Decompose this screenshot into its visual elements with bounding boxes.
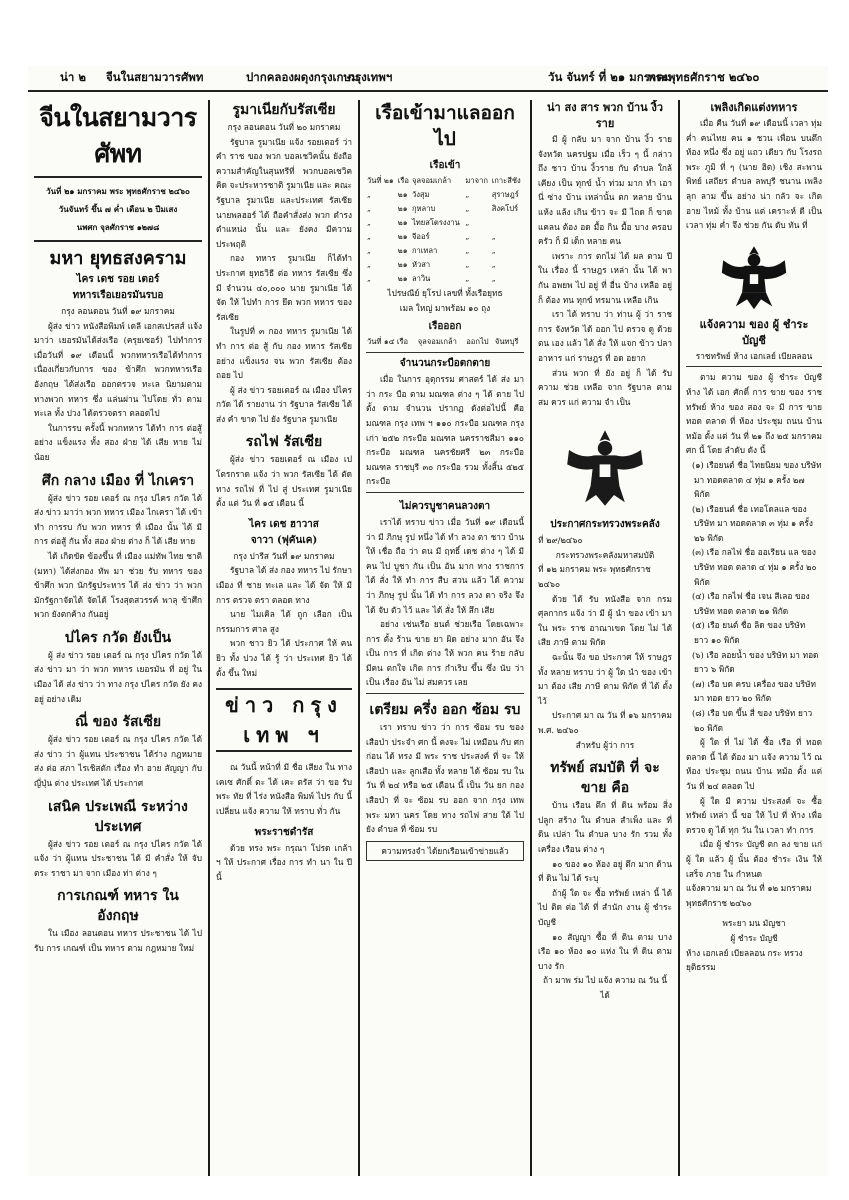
dateline: กรุง ลอนดอน วันที่ ๒๐ มกราคม: [227, 122, 341, 132]
article-paragraph: ฉะนั้น จึง ขอ ประกาศ ให้ ราษฎร ทั้ง หลาย ทราบ ว่า ผู้ ใด นำ ของ เข้า มา ต้อง เสีย ภาษี ตาม พิกัด ที่ ได้ ตั้ง ไว้: [538, 652, 672, 706]
table-row: „ ๒๑ กุหลาบ „ สิงคโปร์: [367, 204, 519, 213]
footer-note: ความทรงจำ ได้ยกเรือนเข้าข่ายแล้ว: [366, 841, 524, 862]
article-paragraph: เราได้ ทราบ ข่าว เมื่อ วันที่ ๑๙ เดือนนี้ ว่า มี ภิกษุ รูป หนึ่ง ได้ ทำ ลวง ตา ชาว บ้าน ให้ เชื่อ ถือ ว่า ตน มี ฤทธิ์ เดช ต่าง ๆ ได้ มี คน ไป บูชา กัน เป็น อัน มาก ทาง ราชการ ได้ สั่ง ให้ ทำ การ สืบ สวน แล้ว ได้ ความ ว่า ภิกษุ รูป นั้น ได้ ทำ การ ลวง ตา จริง จึง ได้ จับ ตัว ไว้ และ ได้ สั่ง ให้ สึก เสีย: [366, 516, 524, 615]
article-paragraph: ประกาศ มา ณ วัน ที่ ๑๖ มกราคม พ.ศ. ๒๔๖๐: [538, 710, 672, 735]
decree-date: ที่ ๑๒ มกราคม พระ พุทธศักราช ๒๔๖๐: [538, 564, 651, 590]
arrivals-heading: เรือเข้า: [429, 160, 461, 171]
columns: [28, 100, 828, 1176]
ministry-name: กระทรวงพระคลังมหาสมบัติ: [555, 549, 655, 560]
section-heading: พระราชดำรัส: [254, 826, 314, 838]
dateline: วันที่ ๒๑ มกราคม พระ พุทธศักราช ๒๔๖๐ วันจันทร์ ขึ้น ๗ ค่ำ เดือน ๒ ปีมเสง นพศก จุลศักราช ๑๒๗๘: [46, 186, 190, 232]
column-3: [360, 100, 530, 1176]
auction-item: (๓) เรือ กลไฟ ชื่อ ออเรียน แล ของ บริษัท ทอด ตลาด ๔ ทุ่ม ๑ ครั้ง ๒๐ พิกัด: [692, 547, 817, 587]
section-heading: ณี่ ของ รัสเซีย: [74, 714, 162, 731]
section-heading: น่า สง สาร พวก บ้าน งิ้ว ราย: [546, 101, 664, 130]
article-paragraph: เมื่อ ในการ อุตุกรรม ศาสตร์ ได้ ส่ง มา ว่า กระ บือ ตาม มณฑล ต่าง ๆ ได้ ตาย ไป ตั้ง ตาม จำนวน ปรากฏ ดังต่อไปนี้ คือ มณฑล กรุง เทพ ฯ ๑๑๐ กระบือ มณฑล กรุงเก่า ๒๕๒ กระบือ มณฑล นครราชสีมา ๑๑๐ กระบือ มณฑล นครชัยศรี ๒๓ กระบือ มณฑล ราชบุรี ๓๐ กระบือ รวม ทั้งสิ้น ๕๒๕ กระบือ: [366, 374, 524, 487]
article-paragraph: มี ผู้ กลับ มา จาก บ้าน งิ้ว ราย จังหวัด นครปฐม เมื่อ เร็ว ๆ นี้ กล่าว ถึง ชาว บ้าน งิ้วราย กับ ตำบล ใกล้ เคียง เป็น ทุกข์ น้ำ ท่วม มาก ทำ เอา นี่ ซ่าง บ้าน เหล่านั้น ตก หลาย บ้าน แห้ง แล้ง เกิน ข้าว จะ มี ไถด ก็ ขาด แคลน ต้อง อด มื้อ กิน มื้อ บาง ครอบ ครัว ก็ มี เด็ก หลาย คน: [538, 134, 672, 247]
section-heading: ปไคร กวัด ยังเป็น: [64, 629, 172, 646]
article-paragraph: ผู้ส่ง ข่าว รอย เตอร์ ณ กรุง ปไคร กวัด ได้ส่ง ข่าว ว่า ผู้แทน ประชาชน ได้ร่าง กฎหมาย ส่ง ต่อ สภา ไรเชิสตัก เรื่อง ทำ อาย สัญญา กับ ญี่ปุ่น ต่าง ประเทศ ได้ ประกาศ: [34, 734, 202, 789]
auction-item: (๒) เรือยนต์ ชื่อ เทอโดลแล ของ บริษัท มา ทอดตลาด ๓ ทุ่ม ๑ ครั้ง ๒๖ พิกัด: [692, 503, 813, 543]
arrivals-note: เมล ใหญ่ มาพร้อม ๑๐ ถุง: [399, 302, 491, 313]
article-paragraph: ผู้ ส่ง ข่าว รอย เตอร์ ณ กรุง ปไคร กวัด ได้ ส่ง ข่าว มา ว่า พวก ทหาร เยอรมัน ที่ อยู่ ใน เมือง ได้ ส่ง ข่าว ว่า ทาง กรุง ปไคร กวัด ยัง คง อยู่ อย่าง เดิม: [34, 649, 202, 704]
notice-date: แจ้งความ มา ณ วัน ที่ ๑๒ มกราคม: [686, 883, 812, 894]
article-paragraph: ๑๐ สัญญา ซื้อ ที่ ดิน ตาม บาง เรือ ๑๐ ห้อง ๑๐ แห่ง ใน ที่ ดิน ตาม บาง รัก: [538, 931, 672, 971]
section-heading: เพลิงเกิดแต่งทหาร: [710, 101, 798, 114]
publisher-place: ปากคลองผดุงกรุงเกษม: [246, 70, 359, 84]
notice-subtitle: ราชทรัพย์ ห้าง เอกเลย์ เบียลลอน: [695, 350, 813, 361]
table-row: „ ๒๑ ไทยสโตรงงาน „: [367, 218, 470, 227]
section-heading: เตรียม ครึ่ง ออก ซ้อม รบ: [369, 702, 521, 719]
divider: [366, 492, 524, 493]
article-paragraph: นาย ไมเคิล ได้ ถูก เลือก เป็น กรรมการ ศาล สูง: [216, 609, 352, 634]
section-heading: ไคร เดช ฮาวาส: [249, 518, 319, 530]
divider: [686, 366, 822, 367]
table-row: „ ๒๑ วังสุม „ สุราษฎร์: [367, 190, 519, 199]
signer-title: ผู้ ชำระ บัญชี: [730, 932, 778, 943]
article-paragraph: บ้าน เรือน ตึก ที่ ดิน พร้อม สิ่ง ปลูก สร้าง ใน ตำบล สำเพ็ง และ ที่ ดิน เปล่า ใน ตำบล บาง รัก รวม ทั้ง เครื่อง เรือน ต่าง ๆ: [538, 800, 672, 854]
section-heading: เสนิค ประเพณี ระหว่าง ประเทศ: [48, 798, 188, 835]
article-paragraph: ผู้ ใด มี ความ ประสงค์ จะ ซื้อ ทรัพย์ เหล่า นี้ ขอ ให้ ไป ที่ ห้าง เพื่อ ตรวจ ดู ได้ ทุก วัน ใน เวลา ทำ การ: [686, 795, 822, 835]
article-paragraph: เรา ได้ ทราบ ว่า ท่าน ผู้ ว่า ราช การ จังหวัด ได้ ออก ไป ตรวจ ดู ด้วย ตน เอง แล้ว ได้ สั่ง ให้ แจก ข้าว ปลา อาหาร แก่ ราษฎร ที่ อด อยาก: [538, 309, 672, 363]
article-paragraph: ในรูปที่ ๓ กอง ทหาร รูมาเนีย ได้ ทำ การ ต่อ สู้ กับ กอง ทหาร รัสเซีย อย่าง แข็งแรง จน พวก รัสเซีย ต้อง ถอย ไป: [216, 326, 352, 381]
article-paragraph: รัฐบาล ได้ ส่ง กอง ทหาร ไป รักษา เมือง ที่ ชาย ทะเล และ ได้ จัด ให้ มี การ ตรวจ ตรา ตลอด ทาง: [216, 565, 352, 605]
issue-date: วัน จันทร์ ที่ ๒๑ มกราคม: [548, 70, 672, 84]
article-paragraph: เรา ทราบ ข่าว ว่า การ ซ้อม รบ ของ เสือป่า ประจำ ศก นี้ คงจะ ไม่ เหมือน กับ ศก ก่อน ได้ ทรง มี พระ ราช ประสงค์ ที่ จะ ให้ เสือป่า และ ลูกเสือ ทั้ง หลาย ได้ ซ้อม รบ ใน วัน ที่ ๒๔ หรือ ๒๕ เดือน นี้ เป็น วัน ยก กอง เสือป่า ที่ จะ ซ้อม รบ ออก จาก กรุง เทพ พระ มหา นคร โดย ทาง รถไฟ สาย ใต้ ไป ยัง ตำบล ที่ ซ้อม รบ: [366, 722, 524, 835]
paper-name: จีนในสยามวารศัพท: [106, 70, 204, 84]
signer: สำหรับ ผู้ว่า การ: [575, 739, 635, 750]
divider: [34, 176, 202, 178]
section-heading: ทรัพย์ สมบัติ ที่ จะ ขาย คือ: [550, 760, 660, 797]
shipping-headline: เรือเข้ามาแลออกไป: [375, 102, 515, 150]
dateline: กรุง ปารีส วันที่ ๑๙ มกราคม: [233, 550, 335, 561]
article-paragraph: ตาม ความ ของ ผู้ ชำระ บัญชี ห้าง ได้ เอก ศักดิ์ การ ขาย ของ ราชทรัพย์ ห้าง ของ สอง จะ มี การ ขาย ทอด ตลาด ที่ ห้อง ประชุม ถนน บ้าน หม้อ ตั้ง แต่ วัน ที่ ๒๑ ถึง ๒๕ มกราคม ศก นี้ โดย ลำดับ ดัง นี้: [686, 372, 822, 456]
masthead: [28, 66, 828, 92]
war-source: ไคร เดช รอย เตอร์: [76, 274, 160, 285]
section-heading: จำนวนกระบือตกตาย: [399, 358, 491, 370]
footer-note: ห้าง เอกเลย์ เบียลลอน กระ ทรวง ยุติธรรม: [686, 947, 803, 973]
divider: [34, 240, 202, 242]
column-2: [210, 100, 358, 1176]
section-subheading: จาวา (ฟุคันเค): [250, 534, 318, 546]
table-row: „ ๒๑ หัวสา „ „: [367, 260, 496, 269]
article-paragraph: ผู้ส่ง ข่าว รอย เตอร์ ณ กรุง ปไคร กวัด ได้ แจ้ง ว่า ผู้แทน ประชาชน ได้ มี คำสั่ง ให้ จับ ตระ ราชา มา จาก เมือง ท่า ต่าง ๆ: [34, 838, 202, 878]
article-paragraph: ได้ เกิดขัด ข้องขึ้น ที่ เมือง แม่ทัพ ไทย ชาติ (มหา) ได้ส่งกอง ทัพ มา ช่วย รับ ทหาร ของ ข้าศึก พวก นักรัฐประหาร ได้ ส่ง ข่าว ว่า พวก มักรัฐกาจัดได้ จัดได้ โรงสุดสวรรค์ พาลุ ข้าศึก พวก ยังตกค้าง กันอยู่: [34, 550, 202, 620]
article-paragraph: ใน เมือง ลอนดอน ทหาร ประชาชน ได้ ไป รับ การ เกณฑ์ เป็น ทหาร ตาม กฎหมาย ใหม่: [34, 928, 202, 953]
column-4: [532, 100, 678, 1176]
section-heading: การเกณฑ์ ทหาร ใน อังกฤษ: [57, 888, 179, 925]
section-heading: รูมาเนียกับรัสเซีย: [232, 102, 336, 118]
article-paragraph: ๑๐ ของ ๑๐ ห้อง อยู่ ตึก มาก ด้าน ที่ ดิน ไม่ ได้ ระบุ: [538, 858, 672, 884]
auction-item: (๘) เรือ บด ขึ้น สี่ ของ บริษัท ยาว ๒๐ พิกัด: [692, 708, 813, 733]
section-heading: ศึก กลาง เมือง ที่ ไกเครา: [41, 472, 195, 489]
issue-year: พระพุทธศักราช ๒๔๖๐: [648, 70, 760, 84]
table-row: วันที่ ๒๑ เรือ จุลจอมเกล้า มาจาก เกาะสีชัง: [367, 176, 521, 185]
article-paragraph: อย่าง เช่นเรือ ยนต์ ช่วยเรือ โดยเฉพาะ การ ตั้ง ร้าน ขาย ยา ผิด อย่าง มาก อัน จึง เป็น การ ที่ เกิด ต่าง ให้ พวก คน ร้าย กลับ มีคน ตกใจ เกิด การ กำเริบ ขึ้น ซึ่ง นับ ว่า เป็น เรื่อง อัน ไม่ สมควร เลย: [366, 619, 524, 688]
section-heading: รถไฟ รัสเซีย: [245, 434, 323, 451]
article-paragraph: ผู้ส่ง ข่าว รอย เตอร์ ณ กรุง ปไคร กวัด ได้ส่ง ข่าว มาว่า พวก ทหาร เมือง ไกเครา ได้ เข้า ทำ การรบ กับ พวก ทหาร ที่ เมือง นั้น ได้ มี การ ต่อสู้ กัน ทั้ง สอง ฝ่าย ต่าง ก็ ได้ เสีย หาย: [34, 492, 202, 547]
garuda-emblem-icon: [719, 241, 789, 313]
article-paragraph: กอง ทหาร รูมาเนีย ก็ได้ทำ ประกาศ ยุทธวิธี ต่อ ทหาร รัสเซีย ซึ่ง มี จำนวน ๔๐,๐๐๐ นาย รูมาเนีย ได้ จัด ให้ ไปทำ การ ยึด พวก ทหาร ของ รัสเซีย: [216, 253, 352, 322]
auction-item: (๕) เรือ ยนต์ ชื่อ ลิด ของ บริษัท ยาว ๑๐ พิกัด: [692, 620, 806, 646]
article-paragraph: ส่วน พวก ที่ ยัง อยู่ ก็ ได้ รับ ความ ช่วย เหลือ จาก รัฐบาล ตาม สม ควร แก่ ความ จำ เป็น: [538, 367, 672, 407]
article-paragraph: ด้วย ทรง พระ กรุณา โปรด เกล้า ฯ ให้ ประกาศ เรื่อง การ ทำ นา ใน ปี นี้: [216, 842, 352, 882]
column-1: [28, 100, 208, 1176]
auction-item: (๖) เรือ ลอยน้ำ ของ บริษัท มา ทอด ยาว ๖ พิกัด: [692, 649, 819, 675]
table-row: วันที่ ๑๔ เรือ จุลจอมเกล้า ออกไป จันทบุรี: [367, 337, 519, 347]
article-paragraph: ผู้ส่ง ข่าว รอยเตอร์ ณ เมือง เปโตรกราด แจ้ง ว่า พวก รัสเซีย ได้ ตัด ทาง รถไฟ ที่ ไป สู่ ประเทศ รูมาเนีย ตั้ง แต่ วัน ที่ ๑๕ เดือน นี้: [216, 454, 352, 509]
divider: [366, 693, 524, 694]
notice-title: แจ้งความ ของ ผู้ ชำระ บัญชี: [699, 317, 809, 347]
table-row: „ ๒๑ จีออร์ „ „: [367, 232, 496, 241]
divider: [366, 352, 524, 353]
article-paragraph: ผู้ ใด ที่ ไม่ ได้ ซื้อ เรือ ที่ ทอด ตลาด นี้ ได้ ต้อง มา แจ้ง ความ ไว้ ณ ห้อง ประชุม ถนน บ้าน หม้อ ตั้ง แต่ วัน ที่ ๒๔ ตลอด ไป: [686, 737, 822, 791]
war-dateline: กรุง ลอนดอน วันที่ ๑๙ มกราคม: [61, 306, 175, 316]
article-paragraph: ด้วย ได้ รับ หนังสือ จาก กรม ศุลกากร แจ้ง ว่า มี ผู้ นำ ของ เข้า มา ใน พระ ราช อาณาเขต โดย ไม่ ได้ เสีย ภาษี ตาม พิกัด: [538, 593, 672, 648]
war-subheadline: ทหารเรือเยอรมันรบอ: [72, 290, 164, 301]
article-paragraph: ผู้ ส่ง ข่าว รอยเตอร์ ณ เมือง ปไคร กวัด ได้ รายงาน ว่า รัฐบาล รัสเซีย ได้ ส่ง คำ ขาด ไป ยัง รัฐบาล รูมาเนีย: [216, 384, 352, 424]
bangkok-news-banner: ข่าว กรุง เทพ ฯ: [216, 688, 352, 752]
arrivals-table: [366, 174, 524, 286]
decree-title: ประกาศกระทรวงพระคลัง: [550, 519, 660, 531]
notice-year: พุทธศักราช ๒๔๖๐: [686, 897, 752, 908]
auction-item: (๔) เรือ กลไฟ ชื่อ เจน สีเลอ ของ บริษัท ทอด ตลาด ๒๑ พิกัด: [692, 591, 810, 616]
article-paragraph: เมื่อ ผู้ ชำระ บัญชี ตก ลง ขาย แก่ ผู้ ใด แล้ว ผู้ นั้น ต้อง ชำระ เงิน ให้ เสร็จ ภาย ใน กำหนด: [686, 839, 822, 879]
auction-item: (๑) เรือยนต์ ชื่อ ไทยนิยม ของ บริษัท มา ทอดตลาด ๔ ทุ่ม ๑ ครั้ง ๒๗ พิกัด: [692, 459, 822, 500]
departures-table: [366, 335, 524, 349]
arrivals-note: ไปรษณีย์ ยุโรป เลขที่ ทั้งเรือยุทธ: [387, 288, 503, 298]
article-paragraph: ในการรบ ครั้งนี้ พวกทหาร ได้ทำ การ ต่อสู้ อย่าง แข็งแรง ทั้ง สอง ฝ่าย ได้ เสีย หาย ไม่ น้อย: [34, 422, 202, 462]
article-paragraph: รัฐบาล รูมาเนีย แจ้ง รอยเตอร์ ว่า คำ ราช ของ พวก บอลเชวิคนั้น ยังถือ ความสำคัญในสุนทรีที่ พวกบอลเชวิคคิด จะประหารชาติ รูมาเนีย และ คณะรัฐบาล รูมาเนีย และประเทศ รัสเซีย นายพลฮอร์ ได้ ถือคำสั่งส่ง พวก ดำรง ตำแหน่ง นั้น และ ยังคง มีความ ประพฤติ: [216, 136, 352, 249]
city: กรุงเทพฯ: [348, 70, 393, 84]
section-heading: ไม่ควรบูชาคนลวงตา: [399, 500, 491, 512]
footer-note: ถ้า มาพ ร่ม ไป แจ้ง ความ ณ วัน นี้ ได้: [542, 975, 668, 1000]
article-paragraph: ถ้าผู้ ใด จะ ซื้อ ทรัพย์ เหล่า นี้ ได้ ไป ติด ต่อ ได้ ที่ สำนัก งาน ผู้ ชำระ บัญชี: [538, 887, 672, 927]
table-row: „ ๒๑ กาเทลา „ „: [367, 246, 496, 255]
war-headline: มหา ยุทธสงคราม: [49, 248, 187, 269]
table-row: „ ๒๑ ลาวิน „ „: [367, 274, 496, 283]
article-paragraph: ณ วันนี้ หน้าที่ มี ชื่อ เสียง ใน ทาง เคเซ ศักดิ์ ตะ ได้ เคะ ตรัส ว่า ขอ รับ พระ ทัย ที่ ไร่ง หนังสือ พิมพ์ ไปร กับ นี้ เปลี่ยน แจ้ง ความ ให้ ทราบ ทั่ว กัน: [216, 762, 352, 816]
article-paragraph: เพราะ การ ตกไม่ ได้ ผล ตาม ปี ใน เรื่อง นี้ ราษฎร เหล่า นั้น ได้ พา กัน อพยพ ไป อยู่ ที่ อื่น บ้าง เหลือ อยู่ ก็ ต้อง ทน ทุกข์ ทรมาน เหลือ เกิน: [538, 250, 672, 305]
departures-heading: เรือออก: [428, 321, 462, 333]
column-5: [680, 100, 828, 1176]
decree-number: ที่ ๒๙/๒๔๖๐: [538, 535, 583, 546]
auction-item: (๗) เรือ บด ครบ เครื่อง ของ บริษัท มา ทอด ยาว ๒๐ พิกัด: [692, 678, 816, 704]
page-number: น่า ๒: [60, 70, 86, 84]
paper-title: จีนในสยามวารศัพท: [39, 103, 197, 168]
signer-name: พระยา มน มัญชา: [722, 918, 786, 929]
article-paragraph: พวก ชาว ยิว ได้ ประกาศ ให้ คน ยิว ทั้ง ปวง ได้ รู้ ว่า ประเทศ ยิว ได้ ตั้ง ขึ้น ใหม่: [216, 638, 352, 678]
newspaper-page: [28, 66, 828, 1176]
article-paragraph: ผู้ส่ง ข่าว หนังสือพิมพ์ เดลี เอกสเปรสส์ แจ้ง มาว่า เยอรมันได้ส่งเรือ (ครุยเซอร์) ไปทำการ เมื่อวันที่ ๑๙ เดือนนี้ พวกทหารเรือได้ทำการ เนื่องเกี่ยวกับการ ของ ข้าศึก พวกทหารเรือ อังกฤษ ได้ส่งเรือ ออกตรวจ ทะเล นิยามตามทางพวก ทหาร ซึ่ง แล่นผ่าน ไปโดย ทั่ว ตาม ทะเล ทั้ง ปวง ได้ตรวจตรา ตลอดไป: [34, 320, 202, 419]
article-paragraph: เมื่อ คืน วันที่ ๑๙ เดือนนี้ เวลา ทุ่ม ค่ำ คนไทย คน ๑ ชวน เพื่อน บนตึก ห้อง หนึ่ง ซึ่ง อยู่ แถว เดียว กับ โรงรถ พระ ภูมิ ที่ ๆ (นาย ฮิต) เชิง สะพาน พิทย์ เสถียร ตำบล ลพบุรี ชนาน เพลิง ลุก ลาม ขึ้น อย่าง น่า กลัว จะ เกิด อาย ไหม้ ทั้ง บ้าน แต่ เคราะห์ ดี เป็น เวลา ทุ่ม ค่ำ จึง ช่วย กัน ดับ ทัน ที่: [686, 118, 822, 231]
garuda-emblem-icon: [560, 423, 650, 513]
